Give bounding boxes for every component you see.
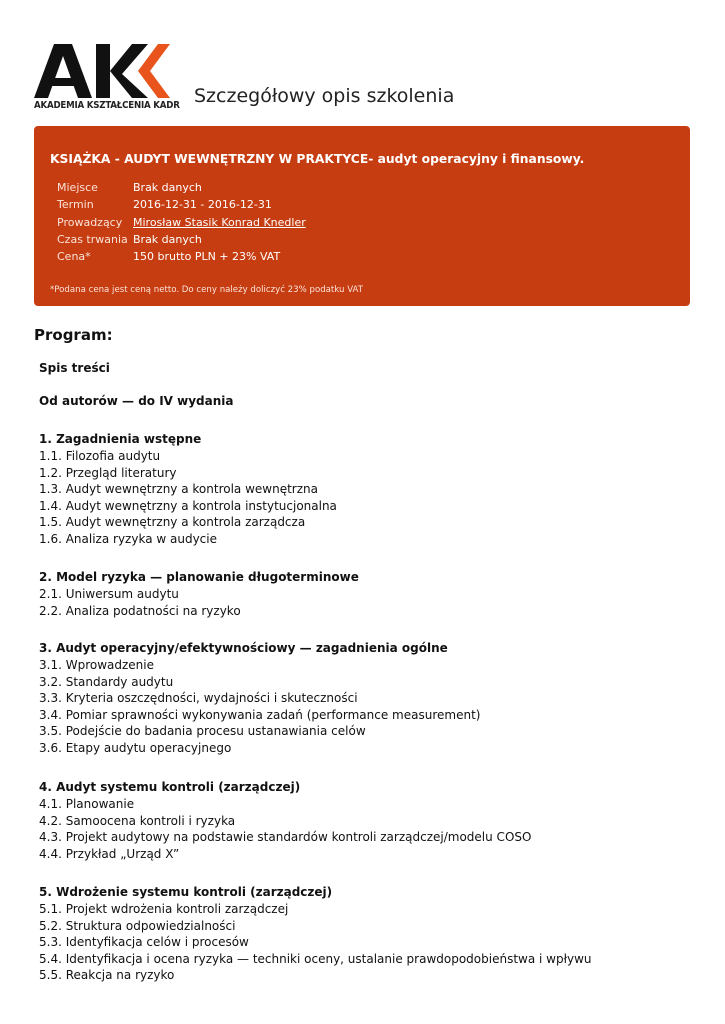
course-title: KSIĄŻKA - AUDYT WEWNĘTRZNY W PRAKTYCE- audyt operacyjny i finansowy. (50, 152, 585, 166)
list-item: 1.6. Analiza ryzyka w audycie (39, 532, 217, 546)
list-item: 1.1. Filozofia audytu (39, 449, 161, 463)
list-item: 5.2. Struktura odpowiedzialności (39, 918, 236, 933)
detail-row-price (57, 248, 306, 265)
list-item: 1.2. Przegląd literatury (39, 465, 177, 480)
list-item: 5.4. Identyfikacja i ocena ryzyka — techniki oceny, ustalanie prawdopodobieństwa i wpływu (39, 951, 592, 966)
detail-value: 150 brutto PLN + 23% VAT (133, 250, 281, 264)
list-item: 3.5. Podejście do badania procesu ustanawiania celów (39, 724, 366, 739)
list-item: 1.5. Audyt wewnętrzny a kontrola zarządcza (39, 515, 306, 530)
list-item: 5.3. Identyfikacja celów i procesów (39, 935, 249, 950)
list-item: 3.6. Etapy audytu operacyjnego (39, 741, 232, 755)
chapter-title: 2. Model ryzyka — planowanie długoterminowe (39, 570, 359, 584)
preface-heading: Od autorów — do IV wydania (39, 394, 234, 408)
course-details (57, 179, 306, 265)
list-item: 1.3. Audyt wewnętrzny a kontrola wewnętrzna (39, 482, 318, 497)
detail-row-place (57, 179, 306, 196)
list-item: 5.5. Reakcja na ryzyko (39, 968, 175, 983)
detail-value: Brak danych (133, 181, 202, 195)
program-heading: Program: (34, 326, 113, 344)
list-item: 3.3. Kryteria oszczędności, wydajności i skuteczności (39, 691, 358, 706)
chapter-title: 5. Wdrożenie systemu kontroli (zarządczej) (39, 885, 333, 899)
chapter-title: 1. Zagadnienia wstępne (39, 432, 202, 446)
list-item: 3.2. Standardy audytu (39, 674, 174, 689)
detail-label: Prowadzący (57, 215, 123, 229)
course-info-panel (34, 126, 690, 306)
detail-value: 2016-12-31 - 2016-12-31 (133, 198, 272, 212)
akk-logo (34, 44, 180, 116)
detail-row-duration (57, 231, 306, 248)
detail-label: Cena* (57, 250, 91, 264)
detail-label: Termin (57, 198, 94, 212)
list-item: 3.4. Pomiar sprawności wykonywania zadań (performance measurement) (39, 707, 481, 722)
toc-heading: Spis treści (39, 361, 110, 375)
detail-row-trainers (57, 214, 306, 231)
list-item: 4.4. Przykład „Urząd X” (39, 846, 180, 861)
logo-subtitle: AKADEMIA KSZTAŁCENIA KADR (34, 100, 180, 111)
detail-value: Brak danych (133, 233, 202, 247)
list-item: 5.1. Projekt wdrożenia kontroli zarządczej (39, 902, 289, 916)
list-item: 2.2. Analiza podatności na ryzyko (39, 603, 241, 618)
trainers-link[interactable]: Mirosław Stasik Konrad Knedler (133, 215, 306, 229)
page-header (0, 0, 725, 120)
detail-label: Miejsce (57, 181, 98, 195)
list-item: 4.3. Projekt audytowy na podstawie standardów kontroli zarządczej/modelu COSO (39, 830, 532, 845)
page-title: Szczegółowy opis szkolenia (194, 84, 455, 107)
akk-logo-mark (34, 44, 170, 98)
list-item: 2.1. Uniwersum audytu (39, 587, 179, 601)
detail-label: Czas trwania (57, 233, 128, 247)
list-item: 3.1. Wprowadzenie (39, 658, 154, 672)
list-item: 4.1. Planowanie (39, 797, 135, 811)
chapter-title: 4. Audyt systemu kontroli (zarządczej) (39, 780, 301, 794)
list-item: 1.4. Audyt wewnętrzny a kontrola instytucjonalna (39, 498, 337, 513)
price-footnote: *Podana cena jest ceną netto. Do ceny należy doliczyć 23% podatku VAT (50, 285, 363, 295)
list-item: 4.2. Samoocena kontroli i ryzyka (39, 813, 236, 828)
chapter-title: 3. Audyt operacyjny/efektywnościowy — zagadnienia ogólne (39, 641, 448, 655)
detail-row-date (57, 196, 306, 213)
